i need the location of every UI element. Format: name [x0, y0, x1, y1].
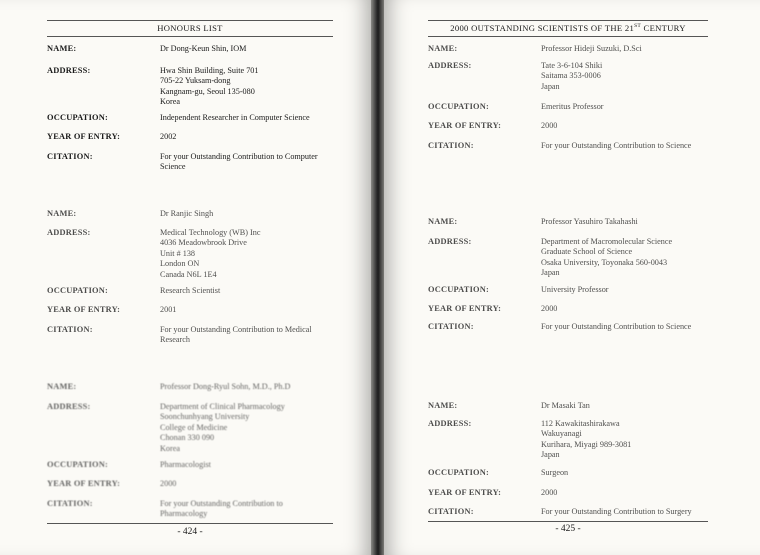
- address-line: College of Medicine: [160, 422, 228, 432]
- address-label: ADDRESS:: [428, 237, 472, 246]
- address-line: Kangnam-gu, Seoul 135-080: [160, 86, 255, 96]
- year-value: 2000: [541, 488, 558, 497]
- citation-line: For your Outstanding Contribution to Science: [541, 322, 692, 331]
- address-line: Medical Technology (WB) Inc: [160, 228, 261, 237]
- year-label: YEAR OF ENTRY:: [428, 304, 502, 313]
- address-label: ADDRESS:: [47, 228, 91, 237]
- citation-line: Pharmacology: [160, 509, 208, 519]
- address-line: Graduate School of Science: [541, 247, 633, 257]
- address-line: Department of Clinical Pharmacology: [160, 402, 285, 411]
- name-label: NAME:: [428, 44, 458, 53]
- name-label: NAME:: [428, 217, 458, 226]
- name-label: NAME:: [47, 44, 77, 53]
- address-value: [160, 402, 285, 454]
- citation-line: Science: [160, 162, 186, 172]
- citation-label: CITATION:: [47, 499, 93, 508]
- page-number-left: - 424 -: [177, 527, 203, 537]
- citation-value: [160, 152, 318, 173]
- address-line: Korea: [160, 97, 181, 107]
- address-line: Saitama 353-0006: [541, 71, 601, 81]
- address-value: [541, 237, 672, 279]
- year-value: 2001: [160, 305, 177, 314]
- address-line: Unit # 138: [160, 248, 196, 258]
- occupation-value: Independent Researcher in Computer Science: [160, 113, 310, 122]
- address-value: [541, 61, 602, 92]
- name-value: Professor Hideji Suzuki, D.Sci: [541, 44, 642, 53]
- citation-value: [160, 499, 283, 520]
- address-line: Hwa Shin Building, Suite 701: [160, 66, 259, 75]
- year-label: YEAR OF ENTRY:: [428, 121, 502, 130]
- citation-value: [541, 141, 691, 151]
- address-line: Korea: [160, 443, 181, 453]
- citation-value: [541, 322, 691, 332]
- address-line: Chonan 330 090: [160, 433, 215, 443]
- address-value: [160, 66, 258, 108]
- year-value: 2000: [541, 121, 558, 130]
- running-head-left: HONOURS LIST: [47, 20, 333, 37]
- occupation-label: OCCUPATION:: [428, 285, 489, 294]
- name-label: NAME:: [47, 209, 77, 218]
- year-value: 2000: [541, 304, 558, 313]
- address-line: Japan: [541, 81, 560, 91]
- address-line: 112 Kawakitashirakawa: [541, 419, 620, 428]
- occupation-value: Pharmacologist: [160, 460, 211, 469]
- citation-line: For your Outstanding Contribution to Science: [541, 141, 692, 150]
- year-value: 2002: [160, 132, 177, 141]
- citation-value: [541, 507, 692, 517]
- running-head-superscript: ST: [634, 23, 642, 30]
- address-value: [160, 228, 260, 280]
- citation-label: CITATION:: [428, 141, 474, 150]
- left-page: [0, 0, 371, 555]
- name-label: NAME:: [47, 382, 77, 391]
- address-label: ADDRESS:: [47, 66, 91, 75]
- name-label: NAME:: [428, 401, 458, 410]
- year-label: YEAR OF ENTRY:: [47, 132, 121, 141]
- citation-line: For your Outstanding Contribution to Computer: [160, 152, 318, 161]
- year-label: YEAR OF ENTRY:: [47, 479, 121, 488]
- address-line: Wakuyanagi: [541, 429, 582, 439]
- citation-line: Research: [160, 335, 191, 345]
- address-label: ADDRESS:: [428, 61, 472, 70]
- address-label: ADDRESS:: [428, 419, 472, 428]
- year-label: YEAR OF ENTRY:: [428, 488, 502, 497]
- name-value: Professor Yasuhiro Takahashi: [541, 217, 638, 226]
- address-line: Japan: [541, 268, 560, 278]
- citation-label: CITATION:: [47, 152, 93, 161]
- right-page: [384, 0, 760, 555]
- occupation-label: OCCUPATION:: [47, 460, 108, 469]
- citation-value: [160, 325, 312, 346]
- address-line: Tate 3-6-104 Shiki: [541, 61, 603, 70]
- occupation-value: Emeritus Professor: [541, 102, 604, 111]
- name-value: Dr Masaki Tan: [541, 401, 590, 410]
- occupation-label: OCCUPATION:: [47, 286, 108, 295]
- address-line: Canada N6L 1E4: [160, 269, 217, 279]
- running-head-right: [428, 20, 708, 37]
- address-line: 4036 Meadowbrook Drive: [160, 238, 247, 248]
- running-head-tail: CENTURY: [641, 23, 686, 33]
- citation-label: CITATION:: [428, 322, 474, 331]
- name-value: Dr Ranjic Singh: [160, 209, 214, 218]
- citation-line: For your Outstanding Contribution to Surgery: [541, 507, 692, 516]
- year-label: YEAR OF ENTRY:: [47, 305, 121, 314]
- book-gutter: [371, 0, 384, 555]
- occupation-label: OCCUPATION:: [428, 468, 489, 477]
- name-value: Professor Dong-Ryul Sohn, M.D., Ph.D: [160, 382, 291, 391]
- address-value: [541, 419, 631, 461]
- citation-line: For your Outstanding Contribution to Medical: [160, 325, 312, 334]
- year-value: 2000: [160, 479, 177, 488]
- address-line: Japan: [541, 450, 560, 460]
- address-line: 705-22 Yuksam-dong: [160, 76, 231, 86]
- footer-rule: [47, 523, 333, 524]
- address-line: Department of Macromolecular Science: [541, 237, 673, 246]
- running-head-main: 2000 OUTSTANDING SCIENTISTS OF THE 21: [450, 23, 635, 33]
- footer-rule: [428, 521, 708, 522]
- page-number-right: - 425 -: [555, 524, 581, 534]
- address-line: Kurihara, Miyagi 989-3081: [541, 439, 632, 449]
- occupation-label: OCCUPATION:: [47, 113, 108, 122]
- address-line: Osaka University, Toyonaka 560-0043: [541, 257, 668, 267]
- occupation-value: Research Scientist: [160, 286, 221, 295]
- address-line: London ON: [160, 259, 200, 269]
- citation-label: CITATION:: [428, 507, 474, 516]
- address-line: Soonchunhyang University: [160, 412, 250, 422]
- name-value: Dr Dong-Keun Shin, IOM: [160, 44, 247, 53]
- occupation-label: OCCUPATION:: [428, 102, 489, 111]
- address-label: ADDRESS:: [47, 402, 91, 411]
- occupation-value: Surgeon: [541, 468, 569, 477]
- occupation-value: University Professor: [541, 285, 609, 294]
- citation-line: For your Outstanding Contribution to: [160, 499, 283, 508]
- citation-label: CITATION:: [47, 325, 93, 334]
